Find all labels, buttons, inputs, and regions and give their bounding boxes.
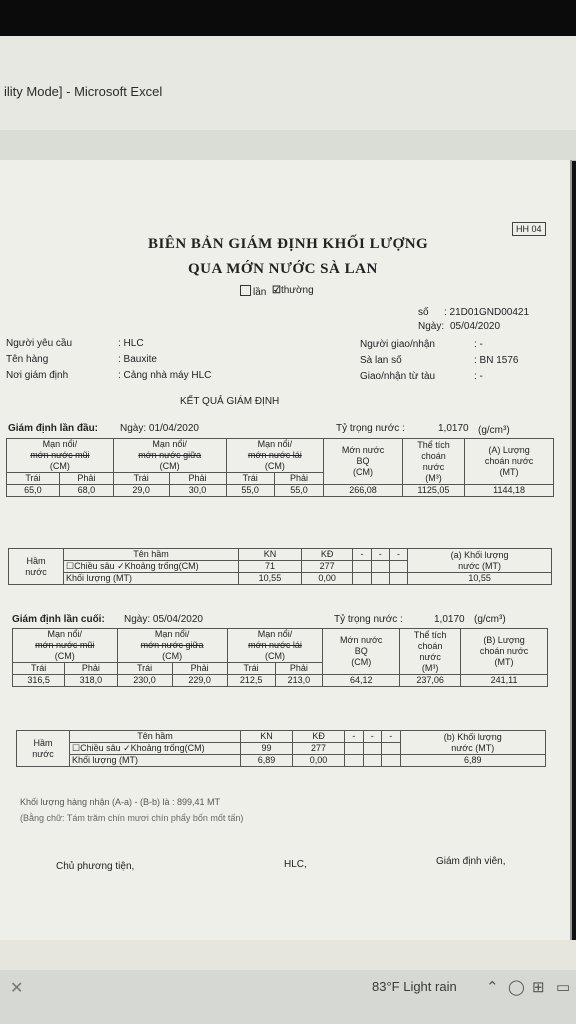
noi-giam-dinh-label: Nơi giám định [6, 370, 69, 381]
sign-hlc: HLC, [284, 859, 307, 870]
network-icon[interactable]: ▭ [556, 979, 571, 996]
monitor-bezel [0, 0, 576, 36]
close-icon[interactable]: ✕ [10, 980, 24, 997]
last-heading: Giám định lần cuối: [12, 614, 105, 625]
ngay-value: 05/04/2020 [450, 321, 501, 332]
checked-checkbox-icon: ☑ [272, 285, 281, 296]
nguoi-giao-nhan-value: : - [474, 339, 483, 350]
table-cell: 318,0 [65, 675, 117, 687]
first-heading: Giám định lần đầu: [8, 423, 99, 434]
table-cell: 64,12 [323, 675, 400, 687]
khoi-luong-hang: Khối lượng hàng nhận (A-a) - (B-b) là : 899,41 MT [20, 797, 221, 807]
sa-lan-so-value: : BN 1576 [474, 355, 519, 366]
last-date: Ngày: 05/04/2020 [124, 614, 203, 625]
table-cell: 237,06 [400, 675, 461, 687]
ket-qua-heading: KẾT QUẢ GIÁM ĐỊNH [180, 396, 280, 407]
nguoi-yeu-cau-value: : HLC [118, 338, 144, 349]
form-code: HH 04 [512, 222, 546, 236]
bang-chu: (Bằng chữ: Tám trăm chín mươi chín phẩy bốn mốt tấn) [20, 813, 244, 823]
weather-widget[interactable]: 83°F Light rain [372, 979, 457, 994]
so-value: : 21D01GND00421 [444, 307, 530, 318]
table-cell: 55,0 [274, 485, 323, 497]
cloud-icon[interactable]: ◯ [508, 979, 525, 996]
empty-checkbox-icon [240, 285, 251, 296]
excel-status-area [0, 940, 576, 970]
table-cell: 230,0 [117, 675, 172, 687]
table-cell: 65,0 [7, 485, 60, 497]
so-label: số [418, 307, 429, 318]
table-cell: 29,0 [113, 485, 169, 497]
first-ty-trong-value: 1,0170 [438, 423, 469, 434]
ribbon-area [0, 130, 576, 161]
table-cell: 1144,18 [465, 485, 554, 497]
table-cell: 229,0 [172, 675, 227, 687]
table-cell: 68,0 [59, 485, 113, 497]
opt-first-checkbox[interactable]: lần [240, 285, 266, 298]
giao-nhan-tu-tau-label: Giao/nhận từ tàu [360, 371, 436, 382]
last-ham-table: Hầm nước Tên hầm KN KĐ - - - (b) Khối lượng nước (MT) ☐Chiều sâu ✓Khoảng trống(CM) 99 277 Khối lượng (MT) 6,89 0,00 6,89 [16, 730, 546, 767]
last-ty-trong-value: 1,0170 [434, 614, 465, 625]
giao-nhan-tu-tau-value: : - [474, 371, 483, 382]
excel-title-bar [0, 36, 576, 131]
opt-normal-checkbox[interactable]: ☑thường [272, 285, 314, 296]
window-title: ility Mode] - Microsoft Excel [4, 84, 163, 99]
ngay-label: Ngày: [418, 321, 445, 332]
language-icon[interactable]: ⊞ [532, 979, 545, 996]
ten-hang-label: Tên hàng [6, 354, 49, 365]
nguoi-giao-nhan-label: Người giao/nhận [360, 339, 435, 350]
first-ty-trong-label: Tỷ trọng nước : [336, 423, 405, 434]
table-cell: 30,0 [169, 485, 226, 497]
doc-title-line1: BIÊN BẢN GIÁM ĐỊNH KHỐI LƯỢNG [148, 236, 429, 252]
sign-giam-dinh-vien: Giám định viên, [436, 856, 506, 867]
last-ty-trong-label: Tỷ trọng nước : [334, 614, 403, 625]
table-cell: 316,5 [13, 675, 65, 687]
last-ty-trong-unit: (g/cm³) [474, 614, 506, 625]
last-draft-table: Mạn nổi/ mớn nước mũi (CM) Mạn nổi/ mớn nước giữa (CM) Mạn nổi/ mớn nước lái (CM) Mớn nước BQ (CM) Thể tích choán nước (M³) (B) Lượng choán nước (MT) Trái Phải Trái Phải Trái Phải 316,5 318,0 230,0 229,0 212,5 213,0 64,12 237,06 241,11 [12, 628, 548, 687]
sign-chu-phuong-tien: Chủ phương tiện, [56, 861, 135, 872]
sa-lan-so-label: Sà lan số [360, 355, 402, 366]
noi-giam-dinh-value: : Cảng nhà máy HLC [118, 370, 212, 381]
taskbar [0, 970, 576, 1024]
table-cell: 266,08 [324, 485, 403, 497]
doc-title-line2: QUA MỚN NƯỚC SÀ LAN [188, 261, 378, 277]
first-draft-table: Mạn nổi/ mớn nước mũi (CM) Mạn nổi/ mớn nước giữa (CM) Mạn nổi/ mớn nước lái (CM) Mớn nước BQ (CM) Thể tích choán nước (M³) (A) Lượng choán nước (MT) Trái Phải Trái Phải Trái Phải 65,0 68,0 29,0 30,0 55,0 55,0 266,08 1125,05 1144,18 [6, 438, 554, 497]
table-cell: 241,11 [461, 675, 548, 687]
table-cell: 1125,05 [402, 485, 464, 497]
ten-hang-value: : Bauxite [118, 354, 157, 365]
table-cell: 212,5 [227, 675, 275, 687]
first-ty-trong-unit: (g/cm³) [478, 425, 510, 436]
first-date: Ngày: 01/04/2020 [120, 423, 199, 434]
nguoi-yeu-cau-label: Người yêu cầu [6, 338, 73, 349]
chevron-up-icon[interactable]: ⌃ [486, 979, 499, 996]
table-cell: 55,0 [226, 485, 274, 497]
table-cell: 213,0 [275, 675, 323, 687]
first-ham-table: Hầm nước Tên hầm KN KĐ - - - (a) Khối lượng nước (MT) ☐Chiều sâu ✓Khoảng trống(CM) 71 277 Khối lượng (MT) 10,55 0,00 10,55 [8, 548, 552, 585]
